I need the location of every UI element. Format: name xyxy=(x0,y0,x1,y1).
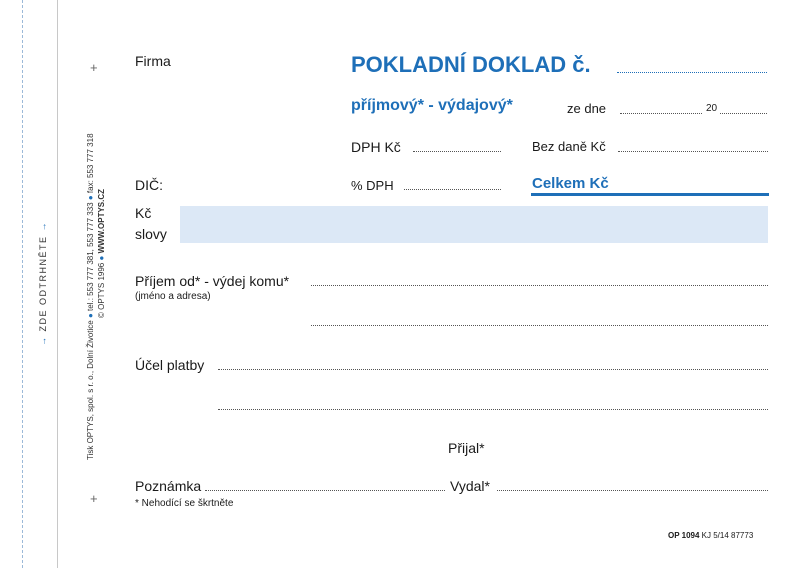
ucel-field-line2[interactable] xyxy=(218,409,768,410)
dph-kc-field[interactable] xyxy=(413,151,501,152)
date-label: ze dne xyxy=(567,101,607,116)
firma-label: Firma xyxy=(135,53,171,69)
footnote: * Nehodící se škrtněte xyxy=(135,498,234,509)
year-prefix: 20 xyxy=(706,103,718,114)
website-text: WWW.OPTYS.CZ xyxy=(97,188,106,254)
vydal-field[interactable] xyxy=(497,490,768,491)
printer-fax: fax: 553 777 318 xyxy=(86,133,95,194)
printer-website xyxy=(97,189,106,318)
kc-label: Kč xyxy=(135,205,152,221)
ucel-field-line1[interactable] xyxy=(218,369,768,370)
prijem-sublabel: (jméno a adresa) xyxy=(135,291,211,302)
form-code-bold: OP 1094 xyxy=(668,531,700,540)
printer-imprint xyxy=(86,133,95,460)
registration-mark-top: + xyxy=(90,60,98,75)
bullet-icon: ● xyxy=(97,255,106,261)
tear-off-line xyxy=(22,0,23,568)
registration-mark-bottom: + xyxy=(90,491,98,506)
doc-number-field[interactable] xyxy=(617,72,767,73)
copyright-text: © OPTYS 1996 xyxy=(97,262,106,318)
arrow-icon: → xyxy=(38,220,48,232)
dic-label: DIČ: xyxy=(135,177,163,193)
form-code xyxy=(668,531,753,540)
prijem-field-line2[interactable] xyxy=(311,325,768,326)
celkem-underline xyxy=(531,193,769,196)
dph-kc-label: DPH Kč xyxy=(351,139,401,155)
pct-dph-label: % DPH xyxy=(351,178,394,193)
pct-dph-field[interactable] xyxy=(404,189,501,190)
document-type: příjmový* - výdajový* xyxy=(351,97,513,114)
stub-divider xyxy=(57,0,58,568)
amount-in-words-field[interactable] xyxy=(180,206,768,243)
date-field[interactable] xyxy=(620,113,702,114)
cut-here-text: ZDE ODTRHNĚTE xyxy=(38,235,48,332)
prijem-field-line1[interactable] xyxy=(311,285,768,286)
form-code-rest: KJ 5/14 87773 xyxy=(701,531,754,540)
year-field[interactable] xyxy=(720,113,767,114)
bez-dane-label: Bez daně Kč xyxy=(532,139,606,154)
prijal-label: Přijal* xyxy=(448,440,485,456)
ucel-label: Účel platby xyxy=(135,357,205,373)
celkem-label: Celkem Kč xyxy=(532,175,609,192)
document-title: POKLADNÍ DOKLAD č. xyxy=(351,52,591,77)
cut-here-label xyxy=(38,221,48,346)
printer-tel: tel.: 553 777 381, 553 777 333 xyxy=(86,202,95,311)
poznamka-field[interactable] xyxy=(205,490,445,491)
bez-dane-field[interactable] xyxy=(618,151,768,152)
slovy-label: slovy xyxy=(135,226,167,242)
bullet-icon: ● xyxy=(86,313,95,319)
printer-name: Tisk OPTYS, spol. s r. o., Dolní Životice xyxy=(86,320,95,460)
poznamka-label: Poznámka xyxy=(135,478,202,494)
bullet-icon: ● xyxy=(86,195,95,201)
vydal-label: Vydal* xyxy=(450,478,490,494)
arrow-icon: → xyxy=(38,335,48,346)
prijem-label: Příjem od* - výdej komu* xyxy=(135,273,290,289)
